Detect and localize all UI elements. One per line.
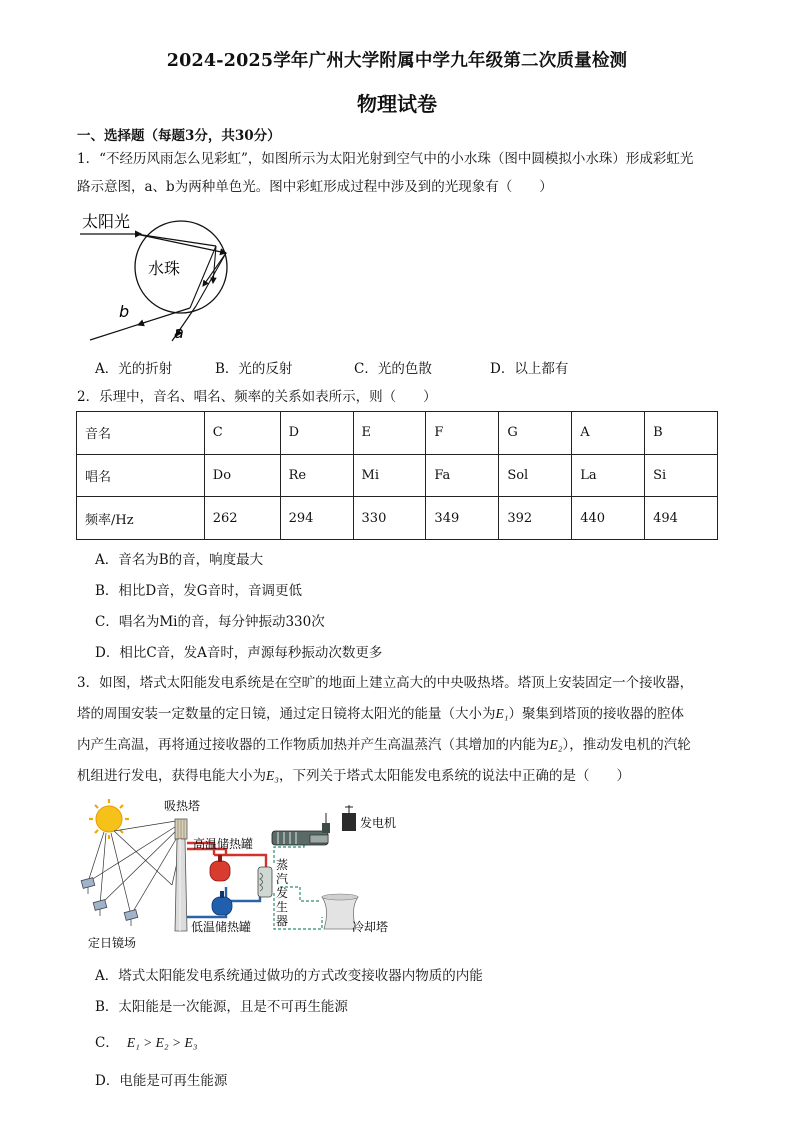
hot-storage-tank [210, 855, 230, 881]
table-cell: 294 [280, 497, 353, 540]
note-frequency-table [76, 411, 718, 540]
table-cell: C [204, 412, 280, 455]
q3-stem-line1: 3．如图，塔式太阳能发电系统是在空旷的地面上建立高大的中央吸热塔。塔顶上安装固定一个接收器， [77, 675, 694, 691]
table-cell: Fa [426, 454, 499, 497]
table-cell: A [572, 412, 645, 455]
table-row [77, 454, 718, 497]
q3-option-b: B．太阳能是一次能源，且是不可再生能源 [95, 999, 348, 1015]
symbol-e3: E₃ [266, 768, 279, 783]
table-cell: F [426, 412, 499, 455]
q1-option-d: D．以上都有 [490, 361, 569, 377]
heliostat-mirror [81, 878, 138, 921]
table-row [77, 412, 718, 455]
cooling-tower-label: 冷却塔 [352, 920, 389, 934]
tower-label: 吸热塔 [164, 799, 201, 813]
q1-option-b: B．光的反射 [215, 361, 293, 377]
ray-a-label: a [174, 323, 184, 342]
symbol-e1: E₁ [495, 706, 509, 721]
q1-option-c: C．光的色散 [354, 361, 432, 377]
table-cell: 262 [204, 497, 280, 540]
sun-light-label: 太阳光 [82, 212, 131, 231]
q3-stem-line4: 机组进行发电，获得电能大小为E₃，下列关于塔式太阳能发电系统的说法中正确的是（ ） [77, 768, 630, 784]
generator-label: 发电机 [360, 816, 397, 830]
table-cell: Sol [499, 454, 572, 497]
section-heading: 一、选择题（每题3分，共30分） [77, 128, 281, 144]
hot-tank-label: 高温储热罐 [193, 837, 254, 851]
q2-option-c: C．唱名为Mi的音，每分钟振动330次 [95, 614, 325, 630]
table-cell: 唱名 [77, 454, 205, 497]
q1-stem-line1: 1．“不经历风雨怎么见彩虹”，如图所示为太阳光射到空气中的小水珠（图中圆模拟小水珠）形成彩虹光 [77, 151, 694, 167]
table-cell: 330 [353, 497, 426, 540]
q2-stem: 2．乐理中，音名、唱名、频率的关系如表所示，则（ ） [77, 389, 437, 405]
table-cell: 440 [572, 497, 645, 540]
steam-generator [258, 867, 272, 897]
q1-stem-line2: 路示意图，a、b为两种单色光。图中彩虹形成过程中涉及到的光现象有（ ） [77, 179, 553, 195]
table-cell: E [353, 412, 426, 455]
table-row [77, 497, 718, 540]
table-cell: 频率/Hz [77, 497, 205, 540]
steam-generator-label: 蒸 汽 发 生 器 [276, 858, 289, 928]
q2-option-d: D．相比C音，发A音时，声源每秒振动次数更多 [95, 645, 383, 661]
table-cell: Si [645, 454, 718, 497]
q3-stem-line3: 内产生高温，再将通过接收器的工作物质加热并产生高温蒸汽（其增加的内能为E₂），推动发电机的汽轮 [77, 737, 691, 753]
table-cell: G [499, 412, 572, 455]
energy-inequality: E₁ > E₂ > E₃ [126, 1035, 198, 1050]
q1-option-a: A．光的折射 [95, 361, 173, 377]
table-cell: Mi [353, 454, 426, 497]
cold-tank-label: 低温储热罐 [191, 920, 252, 934]
table-cell: 494 [645, 497, 718, 540]
q3-stem-line2: 塔的周围安装一定数量的定日镜，通过定日镜将太阳光的能量（大小为E₁）聚集到塔顶的接收器的腔体 [77, 706, 684, 722]
heat-absorbing-tower [175, 819, 187, 931]
q3-option-c: C． E₁ > E₂ > E₃ [95, 1035, 198, 1051]
ray-b-label: b [119, 302, 130, 321]
exam-subtitle: 物理试卷 [357, 92, 437, 116]
table-cell: 349 [426, 497, 499, 540]
exam-title: 2024-2025学年广州大学附属中学九年级第二次质量检测 [166, 51, 628, 71]
table-cell: 392 [499, 497, 572, 540]
table-cell: D [280, 412, 353, 455]
q2-option-a: A．音名为B的音，响度最大 [95, 552, 264, 568]
water-drop-label: 水珠 [148, 259, 181, 278]
q3-option-d: D．电能是可再生能源 [95, 1073, 228, 1089]
table-cell: Re [280, 454, 353, 497]
turbine-generator [272, 805, 356, 845]
symbol-e2: E₂ [549, 737, 563, 752]
table-cell: B [645, 412, 718, 455]
q3-option-a: A．塔式太阳能发电系统通过做功的方式改变接收器内物质的内能 [95, 968, 483, 984]
q2-option-b: B．相比D音，发G音时，音调更低 [95, 583, 303, 599]
table-cell: Do [204, 454, 280, 497]
solar-tower-diagram [76, 797, 406, 955]
sun-icon [89, 799, 129, 839]
rainbow-diagram [76, 206, 256, 346]
cold-storage-tank [212, 891, 232, 915]
heliostat-field-label: 定日镜场 [88, 936, 137, 950]
table-cell: 音名 [77, 412, 205, 455]
table-cell: La [572, 454, 645, 497]
